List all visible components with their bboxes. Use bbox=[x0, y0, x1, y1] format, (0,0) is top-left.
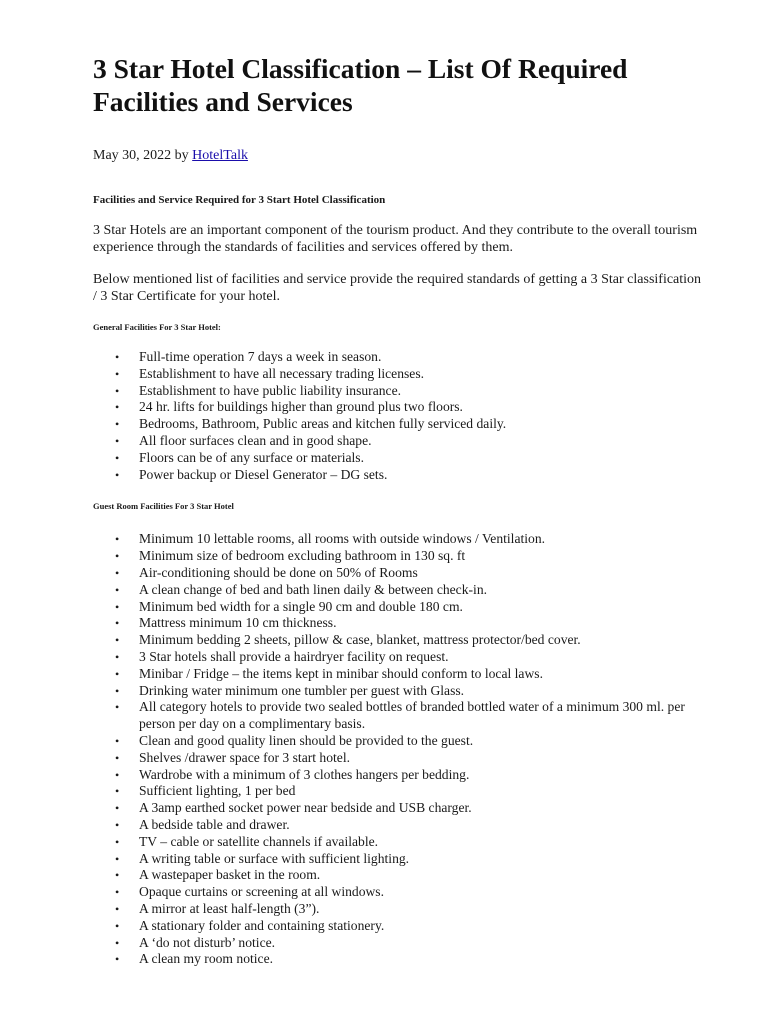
bullet-icon: • bbox=[115, 599, 120, 614]
list-item bbox=[93, 683, 702, 700]
list-item bbox=[93, 416, 702, 433]
bullet-icon: • bbox=[115, 868, 120, 883]
section-heading-guest-room: Guest Room Facilities For 3 Star Hotel bbox=[93, 501, 234, 512]
bullet-icon: • bbox=[115, 366, 120, 381]
list-item bbox=[93, 366, 702, 383]
list-item-text: A writing table or surface with sufficient lighting. bbox=[139, 850, 410, 866]
list-item-text: TV – cable or satellite channels if available. bbox=[139, 833, 379, 849]
bullet-icon: • bbox=[115, 834, 120, 849]
list-item-text: Drinking water minimum one tumbler per guest with Glass. bbox=[139, 682, 465, 698]
list-item-text: A clean my room notice. bbox=[139, 951, 274, 967]
list-item bbox=[93, 450, 702, 467]
list-item bbox=[93, 582, 702, 599]
list-item-text: A ‘do not disturb’ notice. bbox=[139, 934, 276, 950]
bullet-icon: • bbox=[115, 582, 120, 597]
bullet-icon: • bbox=[115, 633, 120, 648]
list-item bbox=[93, 851, 702, 868]
list-item bbox=[93, 383, 702, 400]
list-item-text: Minimum bedding 2 sheets, pillow & case, blanket, mattress protector/bed cover. bbox=[139, 632, 581, 648]
author-link[interactable]: HotelTalk bbox=[192, 148, 248, 163]
bullet-icon: • bbox=[115, 817, 120, 832]
list-item-text: Minimum bed width for a single 90 cm and double 180 cm. bbox=[139, 598, 463, 614]
list-item-text: Air-conditioning should be done on 50% of Rooms bbox=[139, 564, 418, 580]
bullet-icon: • bbox=[115, 918, 120, 933]
list-item-text: Opaque curtains or screening at all windows. bbox=[139, 884, 384, 900]
list-item-text: Sufficient lighting, 1 per bed bbox=[139, 783, 296, 799]
list-item-text: Full-time operation 7 days a week in season. bbox=[139, 349, 382, 364]
general-facilities-list bbox=[93, 349, 708, 483]
bullet-icon: • bbox=[115, 565, 120, 580]
bullet-icon: • bbox=[115, 400, 120, 415]
bullet-icon: • bbox=[115, 767, 120, 782]
list-item bbox=[93, 951, 702, 968]
list-item-text: A clean change of bed and bath linen daily & between check-in. bbox=[139, 581, 488, 597]
list-item bbox=[93, 433, 702, 450]
list-item bbox=[93, 733, 702, 750]
list-item-text: A wastepaper basket in the room. bbox=[139, 867, 321, 883]
list-item bbox=[93, 548, 702, 565]
list-item-text: Mattress minimum 10 cm thickness. bbox=[139, 615, 337, 631]
bullet-icon: • bbox=[115, 417, 120, 432]
list-item-text: Minimum size of bedroom excluding bathroom in 130 sq. ft bbox=[139, 548, 466, 564]
list-item bbox=[93, 783, 702, 800]
bullet-icon: • bbox=[115, 649, 120, 664]
list-item-text: Minimum 10 lettable rooms, all rooms with outside windows / Ventilation. bbox=[139, 531, 546, 547]
list-item-text: Clean and good quality linen should be provided to the guest. bbox=[139, 732, 474, 748]
bullet-icon: • bbox=[115, 885, 120, 900]
list-item bbox=[93, 750, 702, 767]
bullet-icon: • bbox=[115, 935, 120, 950]
byline bbox=[93, 147, 708, 165]
list-item bbox=[93, 615, 702, 632]
list-item-text: 24 hr. lifts for buildings higher than ground plus two floors. bbox=[139, 399, 463, 415]
list-item bbox=[93, 349, 702, 366]
bullet-icon: • bbox=[115, 450, 120, 465]
list-item bbox=[93, 632, 702, 649]
list-item bbox=[93, 817, 702, 834]
list-item bbox=[93, 800, 702, 817]
list-item bbox=[93, 666, 702, 683]
bullet-icon: • bbox=[115, 700, 120, 715]
list-item bbox=[93, 867, 702, 884]
intro-paragraph-2: Below mentioned list of facilities and service provide the required standards of getting a 3 Star classification / 3 Star Certificate for your hotel. bbox=[93, 272, 702, 304]
list-item-text: Shelves /drawer space for 3 start hotel. bbox=[139, 749, 351, 765]
bullet-icon: • bbox=[115, 467, 120, 482]
page-title: 3 Star Hotel Classification – List Of Required Facilities and Services bbox=[93, 53, 628, 117]
list-item-text: Establishment to have public liability insurance. bbox=[139, 382, 401, 398]
bullet-icon: • bbox=[115, 532, 120, 547]
list-item bbox=[93, 531, 702, 548]
bullet-icon: • bbox=[115, 784, 120, 799]
bullet-icon: • bbox=[115, 733, 120, 748]
bullet-icon: • bbox=[115, 952, 120, 967]
list-item bbox=[93, 399, 702, 416]
list-item bbox=[93, 834, 702, 851]
list-item-text: 3 Star hotels shall provide a hairdryer facility on request. bbox=[139, 648, 449, 664]
list-item bbox=[93, 901, 702, 918]
bullet-icon: • bbox=[115, 801, 120, 816]
section-heading-general: General Facilities For 3 Star Hotel: bbox=[93, 322, 221, 332]
list-item-text: A 3amp earthed socket power near bedside and USB charger. bbox=[139, 800, 472, 816]
list-item bbox=[93, 767, 702, 784]
list-item-text: Power backup or Diesel Generator – DG sets. bbox=[139, 466, 388, 482]
list-item-text: Minibar / Fridge – the items kept in minibar should conform to local laws. bbox=[139, 665, 543, 681]
bullet-icon: • bbox=[115, 901, 120, 916]
post-date: May 30, 2022 bbox=[93, 148, 172, 163]
bullet-icon: • bbox=[115, 549, 120, 564]
list-item-text: Bedrooms, Bathroom, Public areas and kitchen fully serviced daily. bbox=[139, 416, 507, 432]
list-item-text: A mirror at least half-length (3”). bbox=[139, 900, 320, 916]
list-item bbox=[93, 467, 702, 484]
list-item bbox=[93, 935, 702, 952]
bullet-icon: • bbox=[115, 666, 120, 681]
bullet-icon: • bbox=[115, 851, 120, 866]
list-item-text: All floor surfaces clean and in good shape. bbox=[139, 432, 372, 448]
byline-by: by bbox=[174, 148, 189, 163]
list-item bbox=[93, 699, 702, 733]
list-item-text: Establishment to have all necessary trading licenses. bbox=[139, 365, 425, 381]
bullet-icon: • bbox=[115, 616, 120, 631]
list-item-text: Wardrobe with a minimum of 3 clothes hangers per bedding. bbox=[139, 766, 470, 782]
article-subheading: Facilities and Service Required for 3 Start Hotel Classification bbox=[93, 194, 386, 206]
list-item-text: Floors can be of any surface or materials. bbox=[139, 449, 364, 465]
list-item bbox=[93, 918, 702, 935]
list-item bbox=[93, 565, 702, 582]
list-item bbox=[93, 884, 702, 901]
intro-paragraph-1: 3 Star Hotels are an important component of the tourism product. And they contribute to the overall tourism experience through the standards of facilities and services offered by them. bbox=[93, 223, 698, 255]
guest-room-facilities-list bbox=[93, 531, 708, 968]
list-item bbox=[93, 599, 702, 616]
bullet-icon: • bbox=[115, 750, 120, 765]
bullet-icon: • bbox=[115, 383, 120, 398]
bullet-icon: • bbox=[115, 433, 120, 448]
list-item bbox=[93, 649, 702, 666]
list-item-text: A stationary folder and containing stationery. bbox=[139, 917, 385, 933]
list-item-text: A bedside table and drawer. bbox=[139, 816, 290, 832]
bullet-icon: • bbox=[115, 683, 120, 698]
list-item-text: All category hotels to provide two sealed bottles of branded bottled water of a minimum 300 ml. per person per day on a complimentary basis. bbox=[139, 699, 685, 732]
bullet-icon: • bbox=[115, 350, 120, 364]
